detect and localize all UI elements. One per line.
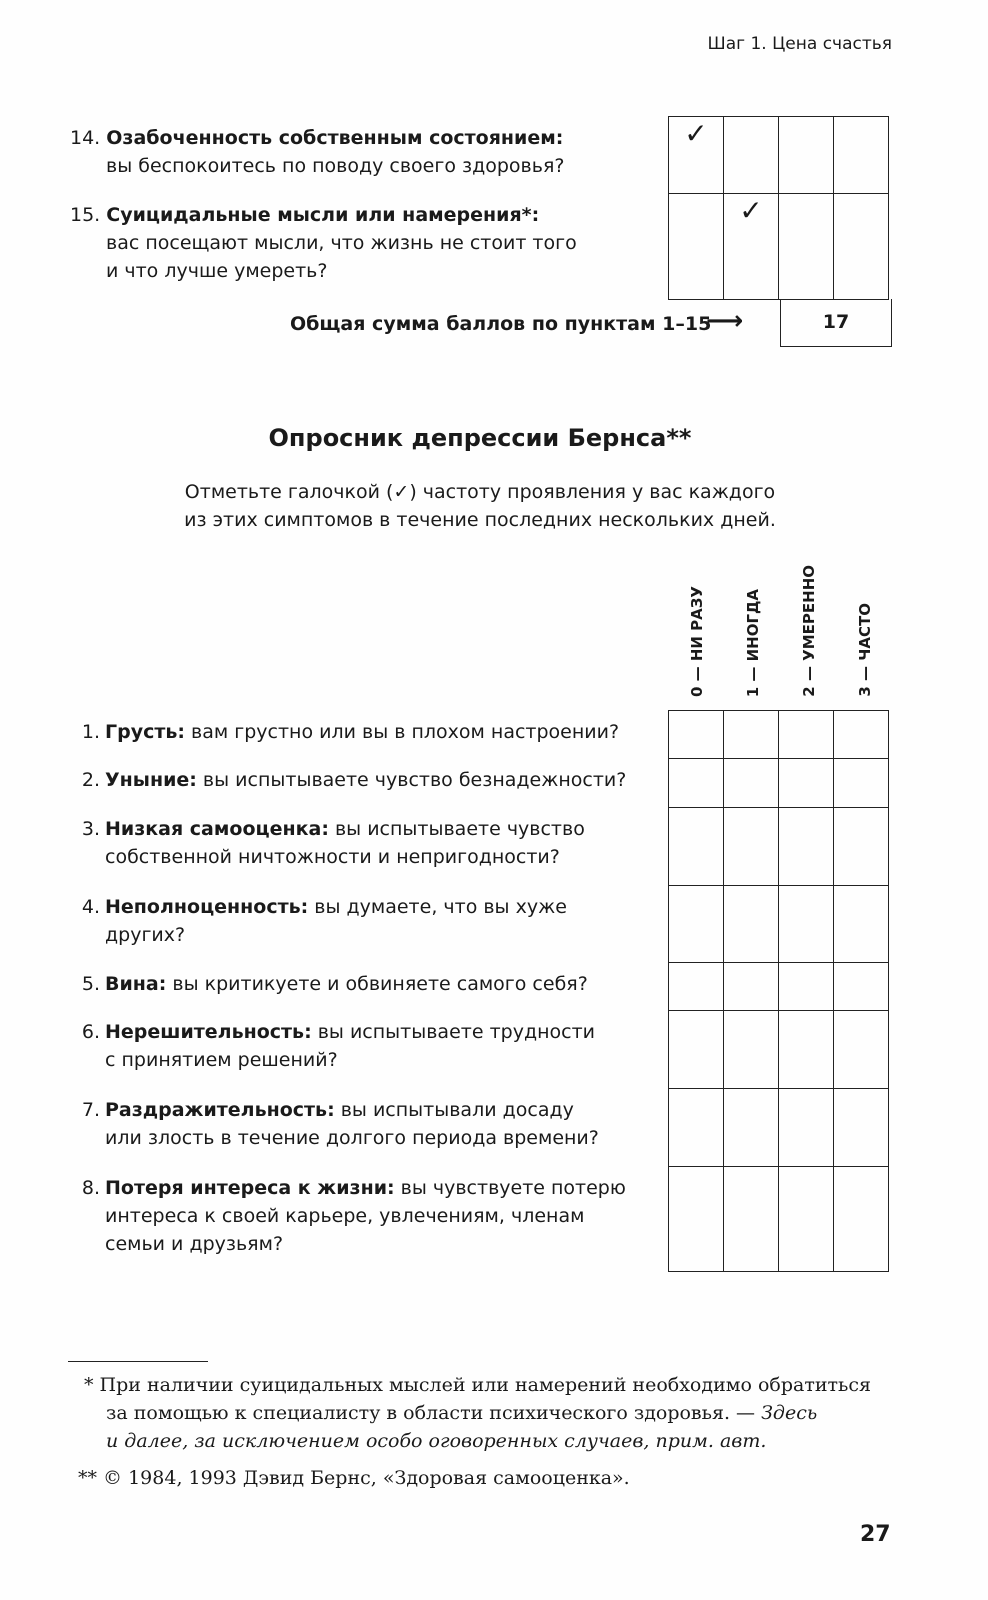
answer-cell[interactable]	[669, 1011, 724, 1089]
check-mark-icon: ✓	[684, 117, 708, 150]
item-number: 1.	[81, 721, 100, 743]
answer-row	[669, 1011, 889, 1089]
answer-cell[interactable]	[779, 117, 834, 194]
item-title: Вина:	[105, 973, 167, 995]
answer-cell[interactable]	[669, 759, 724, 808]
item-text: вы беспокоитесь по поводу своего здоровья?	[106, 155, 565, 177]
item-text: вы испытываете чувство	[328, 818, 585, 840]
answer-cell[interactable]	[779, 1089, 834, 1167]
item-number: 2.	[81, 769, 100, 791]
running-header: Шаг 1. Цена счастья	[707, 34, 892, 54]
answer-cell[interactable]	[724, 711, 779, 759]
column-header-0: 0 — НИ РАЗУ	[688, 585, 706, 697]
questionnaire-item	[60, 1174, 626, 1258]
answer-cell[interactable]	[669, 886, 724, 963]
total-label: Общая сумма баллов по пунктам 1–15	[290, 313, 712, 335]
item-title: Грусть:	[105, 721, 185, 743]
answer-cell[interactable]	[669, 963, 724, 1011]
top-answer-grid	[668, 116, 889, 300]
questionnaire-item	[60, 815, 585, 871]
check-mark-icon: ✓	[739, 194, 763, 227]
answer-cell[interactable]	[834, 117, 889, 194]
questionnaire-item	[60, 970, 588, 998]
item-text: интереса к своей карьере, увлечениям, членам	[105, 1205, 585, 1227]
arrow-right-icon: ⟶	[706, 306, 744, 336]
item-text: вы критикуете и обвиняете самого себя?	[166, 973, 588, 995]
answer-cell[interactable]	[834, 194, 889, 300]
total-score-box[interactable]: 17	[780, 299, 892, 347]
answer-cell[interactable]	[724, 886, 779, 963]
item-title: Нерешительность:	[105, 1021, 312, 1043]
answer-cell[interactable]	[834, 886, 889, 963]
answer-cell[interactable]	[834, 1089, 889, 1167]
answer-cell[interactable]	[724, 963, 779, 1011]
instruction-line: Отметьте галочкой (✓) частоту проявления у вас каждого	[184, 481, 776, 503]
item-title: Потеря интереса к жизни:	[105, 1177, 395, 1199]
answer-cell[interactable]	[669, 711, 724, 759]
item-number: 3.	[81, 818, 100, 840]
item-text: вы испытываете чувство безнадежности?	[196, 769, 627, 791]
answer-cell[interactable]	[724, 759, 779, 808]
footnote-mark: *	[84, 1374, 94, 1396]
footnote-italic: Здесь	[761, 1402, 818, 1424]
answer-cell[interactable]	[779, 1011, 834, 1089]
answer-cell[interactable]	[779, 759, 834, 808]
answer-row	[669, 711, 889, 759]
footnote-1	[84, 1371, 894, 1455]
answer-cell[interactable]	[834, 711, 889, 759]
answer-cell[interactable]	[834, 808, 889, 886]
answer-cell[interactable]	[724, 117, 779, 194]
instruction-line: из этих симптомов в течение последних нескольких дней.	[184, 509, 776, 531]
answer-grid	[668, 710, 889, 1272]
item-title: Уныние:	[105, 769, 197, 791]
answer-cell[interactable]	[724, 1011, 779, 1089]
column-header-1: 1 — ИНОГДА	[744, 588, 762, 697]
item-number: 6.	[81, 1021, 100, 1043]
answer-cell[interactable]	[724, 194, 779, 300]
item-number: 8.	[81, 1177, 100, 1199]
answer-cell[interactable]	[724, 1167, 779, 1272]
item-title: Низкая самооценка:	[105, 818, 329, 840]
item-text: семьи и друзьям?	[105, 1233, 284, 1255]
item-text: вам грустно или вы в плохом настроении?	[184, 721, 620, 743]
item-text: с принятием решений?	[105, 1049, 338, 1071]
questionnaire-item	[60, 893, 567, 949]
answer-cell[interactable]	[724, 808, 779, 886]
item-15	[70, 201, 577, 285]
item-14	[70, 124, 564, 180]
footnote-italic: и далее, за исключением особо оговоренных случаев, прим. авт.	[106, 1430, 767, 1452]
answer-cell[interactable]	[669, 808, 724, 886]
answer-cell[interactable]	[669, 194, 724, 300]
item-text: вы испытываете трудности	[311, 1021, 595, 1043]
item-number: 15.	[70, 204, 101, 226]
item-title: Озабоченность собственным состоянием:	[106, 127, 564, 149]
answer-row	[669, 1089, 889, 1167]
item-text: или злость в течение долгого периода времени?	[105, 1127, 599, 1149]
answer-cell[interactable]	[779, 886, 834, 963]
item-text: вы чувствуете потерю	[394, 1177, 626, 1199]
answer-row	[669, 808, 889, 886]
questionnaire-item	[60, 766, 626, 794]
footnote-text: © 1984, 1993 Дэвид Бернс, «Здоровая самооценка».	[103, 1467, 630, 1489]
questionnaire-item	[60, 1018, 595, 1074]
item-number: 7.	[81, 1099, 100, 1121]
footnote-mark: **	[78, 1467, 97, 1489]
answer-cell[interactable]	[669, 1089, 724, 1167]
column-header-2: 2 — УМЕРЕННО	[800, 565, 818, 697]
answer-row	[669, 963, 889, 1011]
answer-cell[interactable]	[834, 1011, 889, 1089]
footnote-text: за помощью к специалисту в области психического здоровья. —	[106, 1402, 762, 1424]
footnote-text: При наличии суицидальных мыслей или намерений необходимо обратиться	[99, 1374, 872, 1396]
answer-cell[interactable]	[779, 963, 834, 1011]
answer-row	[669, 759, 889, 808]
answer-cell[interactable]	[779, 194, 834, 300]
questionnaire-item	[60, 1096, 599, 1152]
answer-cell[interactable]	[779, 808, 834, 886]
item-text: и что лучше умереть?	[106, 260, 328, 282]
item-number: 5.	[81, 973, 100, 995]
footnote-2	[78, 1464, 630, 1492]
item-title: Суицидальные мысли или намерения*:	[106, 204, 540, 226]
answer-cell[interactable]	[834, 1167, 889, 1272]
answer-cell[interactable]	[724, 1089, 779, 1167]
answer-cell[interactable]	[669, 1167, 724, 1272]
item-number: 4.	[81, 896, 100, 918]
answer-cell[interactable]	[834, 963, 889, 1011]
item-text: собственной ничтожности и непригодности?	[105, 846, 560, 868]
questionnaire-item	[60, 718, 619, 746]
answer-cell[interactable]	[779, 1167, 834, 1272]
footnote-divider	[68, 1361, 208, 1362]
answer-row	[669, 1167, 889, 1272]
questionnaire-title: Опросник депрессии Бернса**	[268, 424, 692, 452]
column-header-3: 3 — ЧАСТО	[856, 603, 874, 697]
item-text: вас посещают мысли, что жизнь не стоит того	[106, 232, 577, 254]
answer-cell[interactable]	[779, 711, 834, 759]
item-text: вы испытывали досаду	[334, 1099, 574, 1121]
item-title: Неполноценность:	[105, 896, 309, 918]
answer-cell[interactable]	[669, 117, 724, 194]
answer-row	[669, 886, 889, 963]
answer-cell[interactable]	[834, 759, 889, 808]
item-title: Раздражительность:	[105, 1099, 335, 1121]
page-number: 27	[860, 1522, 891, 1547]
instructions	[0, 478, 960, 534]
item-text: других?	[105, 924, 186, 946]
item-number: 14.	[70, 127, 101, 149]
item-text: вы думаете, что вы хуже	[308, 896, 567, 918]
